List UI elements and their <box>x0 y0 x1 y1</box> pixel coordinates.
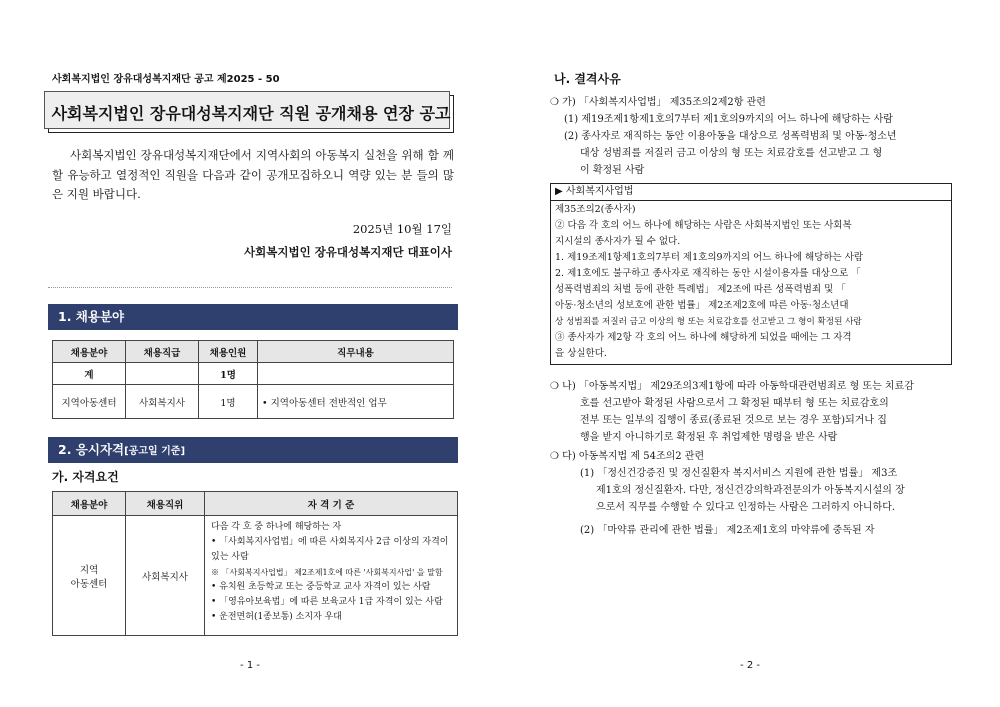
table-header: 채용직위 <box>126 492 205 516</box>
subsection-requirements: 가. 자격요건 <box>52 470 119 484</box>
law-box-header: ▶ 사회복지사업법 <box>551 184 951 201</box>
criteria-cell: 다음 각 호 중 하나에 해당하는 자 • 「사회복지사업법」에 따른 사회복지사 2급 이상의 자격이 있는 사람 ※ 「사회복지사업법」 제2조제1호에 따른 '사회복지사업' 을 말함 • 유치원 초등학교 또는 중등학교 교사 자격이 있는 사람 • 「영유아보육법」에 따른 보육교사 1급 자격이 있는 사람 • 운전면허(1종보통) 소지자 우대 <box>205 516 458 636</box>
table-header: 채용분야 <box>53 492 126 516</box>
table-header: 채용직급 <box>126 341 199 363</box>
item-na: ❍ 나) 「아동복지법」 제29조의3제1항에 따라 아동학대관련범죄로 형 또는 치료감 호를 선고받아 확정된 사람으로서 그 확정된 때부터 형 또는 치료감호의 전부 또는 일부의 집행이 종료(종료된 것으로 보는 경우 포함)되거나 집 행을 받지 아니하기로 확정된 후 취업제한 명령을 받은 사람 <box>550 381 914 443</box>
section-recruit-field: 1. 채용분야 <box>48 304 458 330</box>
title-box <box>48 95 454 133</box>
table-row: 지역 아동센터 사회복지사 다음 각 호 중 하나에 해당하는 자 • 「사회복지사업법」에 따른 사회복지사 2급 이상의 자격이 있는 사람 ※ 「사회복지사업법」 제2조제1호에 따른 '사회복지사업' 을 말함 • 유치원 초등학교 또는 중등학교 교사 자격이 있는 사람 • 「영유아보육법」에 따른 보육교사 1급 자격이 있는 사람 • 운전면허(1종보통) 소지자 우대 <box>53 516 458 636</box>
page-title: 사회복지법인 장유대성복지재단 직원 공개채용 연장 공고 <box>51 104 451 123</box>
item-da: ❍ 다) 아동복지법 제 54조의2 관련 (1) 「정신건강증진 및 정신질환자 복지서비스 지원에 관한 법률」 제3조 제1호의 정신질환자. 다만, 정신건강의학과전문의가 아동복지시설의 장 으로서 직무를 수행할 수 있다고 인정하는 사람은 그러하지 아니하다. (2) 「마약류 관리에 관한 법률」 제2조제1호의 마약류에 중독된 자 <box>550 451 905 536</box>
table-row: 계 1명 <box>53 363 454 385</box>
notice-number: 사회복지법인 장유대성복지재단 공고 제2025 - 50 <box>52 74 280 85</box>
table-row: 지역아동센터 사회복지사 1명 • 지역아동센터 전반적인 업무 <box>53 385 454 419</box>
table-header: 자 격 기 준 <box>205 492 458 516</box>
table-header: 채용인원 <box>199 341 258 363</box>
table-header: 채용분야 <box>53 341 126 363</box>
page-number: - 2 - <box>740 660 760 671</box>
divider <box>48 287 452 288</box>
bullet-icon: ❍ <box>550 451 559 462</box>
table-header: 직무내용 <box>258 341 454 363</box>
bullet-icon: ❍ <box>550 381 559 392</box>
law-box-body: 제35조의2(종사자) ② 다음 각 호의 어느 하나에 해당하는 사람은 사회복지법인 또는 사회복 지시설의 종사자가 될 수 없다. 1. 제19조제1항제1호의7부터 제1호의9까지의 어느 하나에 해당하는 사람 2. 제1호에도 불구하고 종사자로 재직하는 동안 시설이용자를 대상으로 「 성폭력범죄의 처벌 등에 관한 특례법」 제2조에 따른 성폭력범죄 및 「 아동·청소년의 성보호에 관한 법률」 제2조제2호에 따른 아동·청소년대 상 성범죄를 저질러 금고 이상의 형 또는 치료감호를 선고받고 그 형이 확정된 사람 ③ 종사자가 제2항 각 호의 어느 하나에 해당하게 되었을 때에는 그 자격 을 상실한다. <box>555 204 864 359</box>
recruit-table <box>52 340 454 419</box>
item-ga: ❍ 가) 「사회복지사업법」 제35조의2제2항 관련 (1) 제19조제1항제1호의7부터 제1호의9까지의 어느 하나에 해당하는 사람 (2) 종사자로 재직하는 동안 이용아동을 대상으로 성폭력범죄 및 아동·청소년 대상 성범죄를 저질러 금고 이상의 형 또는 치료감호를 선고받고 그 형 이 확정된 사람 <box>550 97 897 176</box>
eligibility-table <box>52 491 458 636</box>
bullet-icon: ❍ <box>550 97 559 108</box>
notice-date: 2025년 10월 17일 <box>352 222 452 236</box>
page-number: - 1 - <box>240 660 260 671</box>
org-signature: 사회복지법인 장유대성복지재단 대표이사 <box>244 245 452 259</box>
intro-paragraph: 사회복지법인 장유대성복지재단에서 지역사회의 아동복지 실천을 위해 함 께 할 유능하고 열정적인 직원을 다음과 같이 공개모집하오니 역량 있는 분 들의 많은 지원 바랍니다. <box>52 148 455 201</box>
disqualification-heading: 나. 결격사유 <box>554 72 621 86</box>
law-excerpt-box <box>550 183 952 365</box>
section-eligibility: 2. 응시자격[공고일 기준] <box>48 437 458 463</box>
